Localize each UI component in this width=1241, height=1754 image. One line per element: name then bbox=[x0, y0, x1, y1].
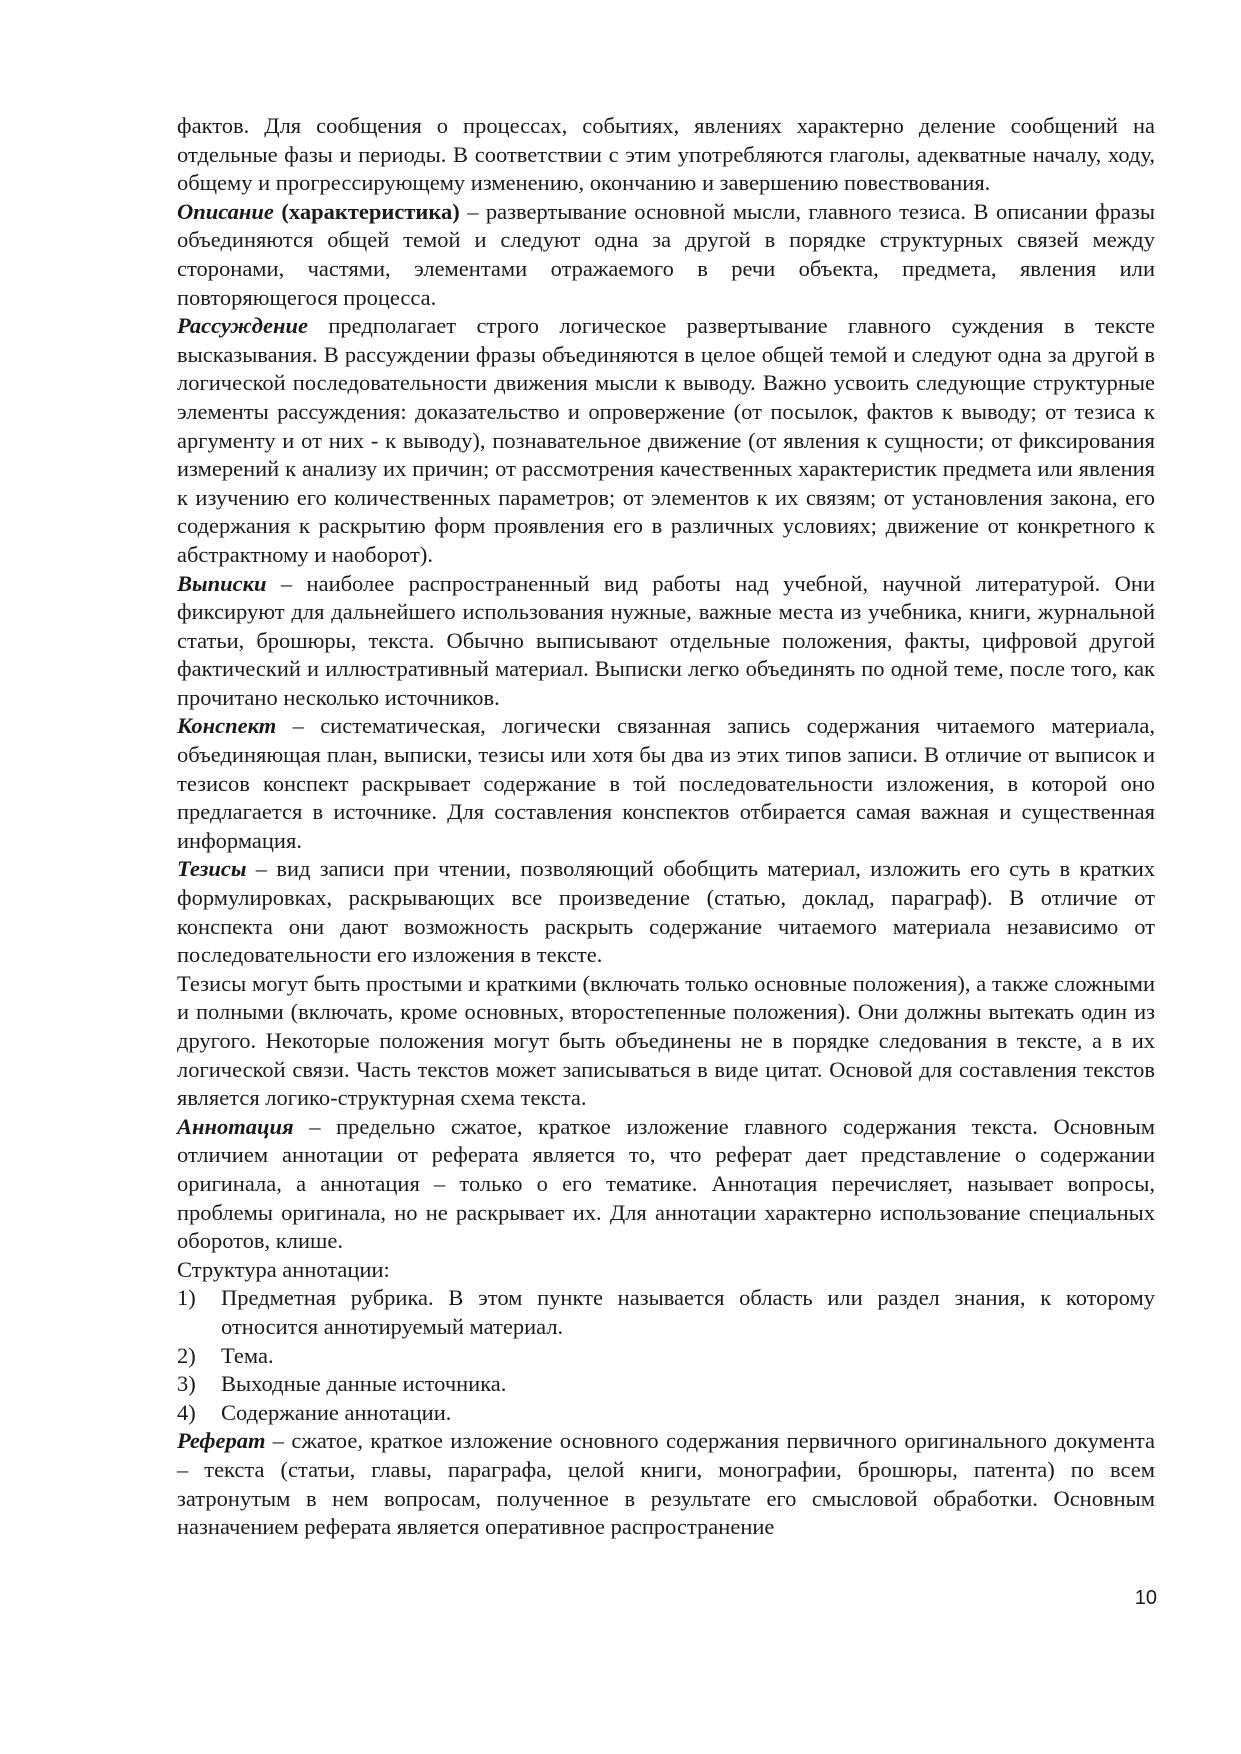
annotation-text: – предельно сжатое, краткое изложение главного содержания текста. Основным отличием аннотации от реферата является то, что реферат дает представление о содержании оригинала, а аннотация – только о его тематике. Аннотация перечисляет, называет вопросы, проблемы оригинала, но не раскрывает их. Для аннотации характерно использование специальных оборотов, клише. bbox=[177, 1113, 1155, 1254]
term-theses: Тезисы bbox=[177, 856, 247, 882]
list-item-text: Содержание аннотации. bbox=[221, 1399, 452, 1425]
paragraph-abstract bbox=[177, 1427, 1155, 1541]
paragraph-reasoning bbox=[177, 312, 1155, 569]
term-description-note: (характеристика) bbox=[273, 198, 460, 224]
term-summary: Конспект bbox=[177, 713, 277, 739]
paragraph-extracts bbox=[177, 570, 1155, 713]
paragraph-description bbox=[177, 198, 1155, 312]
term-description: Описание bbox=[177, 198, 274, 224]
list-item-text: Выходные данные источника. bbox=[221, 1371, 507, 1397]
description-text: – развертывание основной мысли, главного тезиса. В описании фразы объединяются общей темой и следуют одна за другой в порядке структурных связей между сторонами, частями, элементами отражаемого в речи объекта, предмета, явления или повторяющегося процесса. bbox=[177, 198, 1156, 310]
reasoning-text: предполагает строго логическое развертывание главного суждения в тексте высказывания. В рассуждении фразы объединяются в целое общей темой и следуют одна за другой в логической последовательности движения мысли к выводу. Важно усвоить следующие структурные элементы рассуждения: доказательство и опровержение (от посылок, фактов к выводу; от тезиса к аргументу и от них - к выводу), познавательное движение (от явления к сущности; от фиксирования измерений к анализу их причин; от рассмотрения качественных характеристик предмета или явления к изучению его количественных параметров; от элементов к их связям; от установления закона, его содержания к раскрытию форм проявления его в различных условиях; движение от конкретного к абстрактному и наоборот). bbox=[177, 313, 1155, 567]
paragraph-summary bbox=[177, 712, 1155, 855]
list-item-number: 3) bbox=[177, 1371, 196, 1397]
list-item-text: Тема. bbox=[221, 1342, 274, 1368]
page-number: 10 bbox=[1134, 1587, 1157, 1609]
page-body bbox=[177, 112, 1155, 1542]
list-item bbox=[177, 1342, 1155, 1371]
summary-text: – систематическая, логически связанная запись содержания читаемого материала, объединяющая план, выписки, тезисы или хотя бы два из этих типов записи. В отличие от выписок и тезисов конспект раскрывает содержание в той последовательности изложения, в которой оно предлагается в источнике. Для составления конспектов отбирается самая важная и существенная информация. bbox=[177, 713, 1155, 853]
paragraph-annotation bbox=[177, 1113, 1155, 1256]
list-item-text: Предметная рубрика. В этом пункте называется область или раздел знания, к которому относится аннотируемый материал. bbox=[221, 1285, 1155, 1339]
paragraph-theses-more: Тезисы могут быть простыми и краткими (включать только основные положения), а также сложными и полными (включать, кроме основных, второстепенные положения). Они должны вытекать один из другого. Некоторые положения могут быть объединены не в порядке следования в тексте, а в их логической связи. Часть текстов может записываться в виде цитат. Основой для составления текстов является логико-структурная схема текста. bbox=[177, 970, 1155, 1111]
extracts-text: – наиболее распространенный вид работы над учебной, научной литературой. Они фиксируют для дальнейшего использования нужные, важные места из учебника, книги, журнальной статьи, брошюры, текста. Обычно выписывают отдельные положения, факты, цифровой другой фактический и иллюстративный материал. Выписки легко объединять по одной теме, после того, как прочитано несколько источников. bbox=[177, 570, 1155, 710]
paragraph-intro: фактов. Для сообщения о процессах, событиях, явлениях характерно деление сообщений на отдельные фазы и периоды. В соответствии с этим употребляются глаголы, адекватные началу, ходу, общему и прогрессирующему изменению, окончанию и завершению повествования. bbox=[177, 113, 1155, 196]
abstract-text: – сжатое, краткое изложение основного содержания первичного оригинального документа – текста (статьи, главы, параграфа, целой книги, монографии, брошюры, патента) по всем затронутым в нем вопросам, полученное в результате его смысловой обработки. Основным назначением реферата является оперативное распространение bbox=[177, 1428, 1155, 1540]
list-item bbox=[177, 1399, 1155, 1428]
theses-text: – вид записи при чтении, позволяющий обобщить материал, изложить его суть в кратких формулировках, раскрывающих все произведение (статью, доклад, параграф). В отличие от конспекта они дают возможность раскрыть содержание читаемого материала независимо от последовательности его изложения в тексте. bbox=[177, 856, 1155, 968]
term-extracts: Выписки bbox=[177, 570, 267, 596]
list-item bbox=[177, 1370, 1155, 1399]
structure-list bbox=[177, 1284, 1155, 1427]
term-abstract: Реферат bbox=[177, 1428, 266, 1454]
paragraph-theses bbox=[177, 855, 1155, 969]
list-item-number: 2) bbox=[177, 1342, 196, 1368]
list-item-number: 4) bbox=[177, 1399, 196, 1425]
list-item bbox=[177, 1284, 1155, 1341]
structure-title: Структура аннотации: bbox=[177, 1256, 390, 1282]
list-item-number: 1) bbox=[177, 1285, 196, 1311]
term-annotation: Аннотация bbox=[177, 1113, 294, 1139]
term-reasoning: Рассуждение bbox=[177, 313, 308, 339]
